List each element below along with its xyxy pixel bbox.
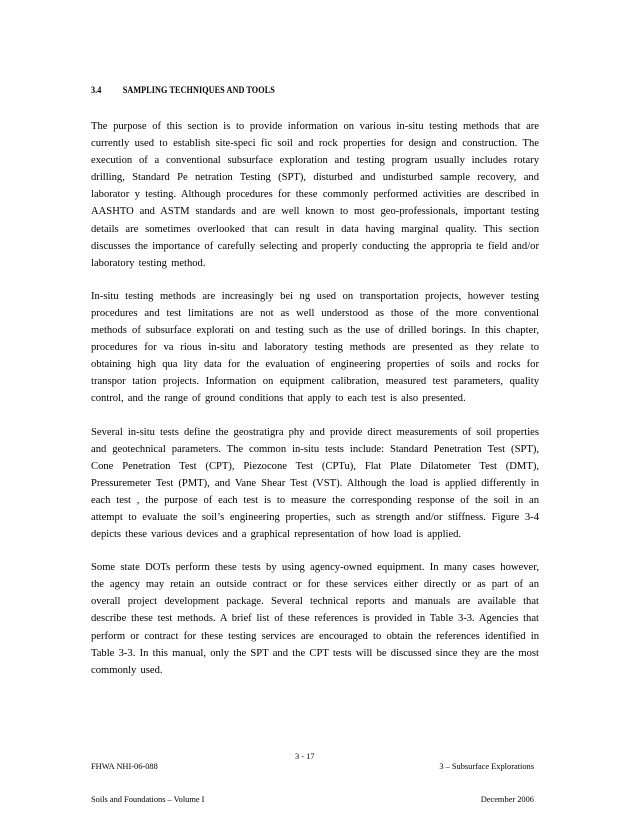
footer-chapter-title: 3 – Subsurface Explorations — [439, 762, 534, 771]
section-heading — [91, 86, 469, 96]
paragraph-in-situ-methods: In-situ testing methods are increasingly bei ng used on transportation projects, however testing procedures and test limitations are not as well understood as those of the more conventional methods of subsurface explorati on and testing such as the use of drilled borings. In this chapter, procedures for va rious in-situ and laboratory testing methods are presented as they relate to obtaining high qua lity data for the evaluation of engineering properties of soils and rocks for transpor tation projects. Information on equipment calibration, measured test parameters, quality control, and the range of ground conditions that apply to each test is also presented. — [91, 290, 539, 405]
footer-right — [424, 739, 534, 827]
footer-date: December 2006 — [480, 795, 534, 804]
paragraph-common-tests: Several in-situ tests define the geostratigra phy and provide direct measurements of soil properties and geotechnical parameters. The common in-situ tests include: Standard Penetration Test (SPT), Cone Penetration Test (CPT), Piezocone Test (CPTu), Flat Plate Dilatometer Test (DMT), Pressuremeter Test (PMT), and Vane Shear Test (VST). Although the load is applied differently in each test , the purpose of each test is to measure the corresponding response of the soil in an attempt to evaluate the soil’s engineering properties, such as strength and/or stiffness. Figure 3-4 depicts these various devices and a graphical representation of how load is applied. — [91, 426, 539, 541]
section-body — [91, 118, 539, 695]
footer-page-number: 3 - 17 — [295, 752, 315, 761]
footer-volume-title: Soils and Foundations – Volume I — [91, 795, 205, 804]
section-title: SAMPLING TECHNIQUES AND TOOLS — [122, 86, 275, 96]
paragraph-state-dots: Some state DOTs perform these tests by using agency-owned equipment. In many cases however, the agency may retain an outside contract or for these services either directly or as part of an overall project development package. Several technical reports and manuals are available that describe these test methods. A brief list of these references is provided in Table 3-3. Agencies that perform or contract for these testing services are encouraged to obtain the references identified in Table 3-3. In this manual, only the SPT and the CPT tests will be discussed since they are the most commonly used. — [91, 562, 539, 676]
footer-left — [91, 739, 204, 827]
paragraph-purpose: The purpose of this section is to provide information on various in-situ testing methods that are currently used to establish site-speci fic soil and rock properties for design and construction. The execution of a conventional subsurface exploration and testing program usually includes rotary drilling, Standard Pe netration Testing (SPT), disturbed and undisturbed sample recovery, and laborator y testing. Although procedures for these commonly performed activities are described in AASHTO and ASTM standards and are well known to most geo-professionals, important testing details are sometimes overlooked that can result in data having marginal quality. This section discusses the importance of carefully selecting and properly conducting the appropria te field and/or laboratory testing method. — [91, 121, 539, 269]
footer-document-number: FHWA NHI-06-088 — [91, 762, 158, 771]
section-number: 3.4 — [91, 86, 102, 96]
